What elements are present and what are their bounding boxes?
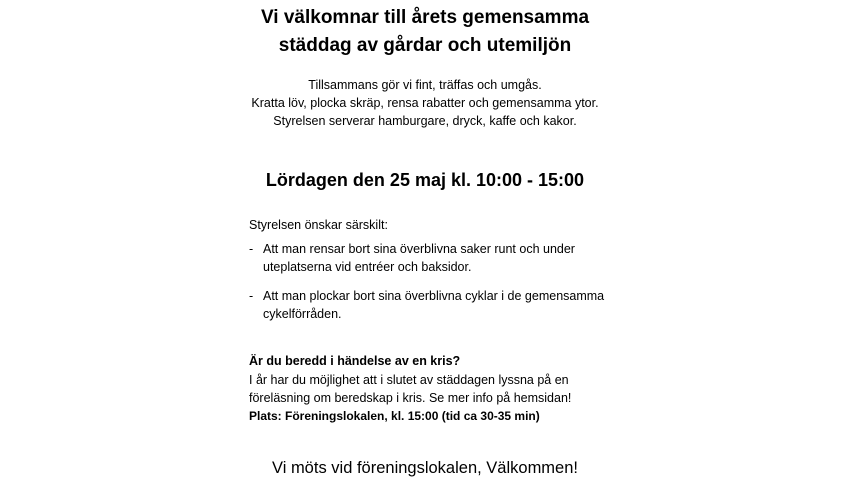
title-line-2: städdag av gårdar och utemiljön xyxy=(278,35,572,56)
wishes-heading: Styrelsen önskar särskilt: xyxy=(249,218,388,232)
crisis-heading: Är du beredd i händelse av en kris? xyxy=(249,354,461,368)
crisis-place: Plats: Föreningslokalen, kl. 15:00 (tid ca 30-35 min) xyxy=(249,409,540,423)
crisis-line-1: I år har du möjlighet att i slutet av städdagen lyssna på en xyxy=(249,373,569,387)
wish-item-1-line-1: Att man rensar bort sina överblivna saker runt och under xyxy=(263,242,575,256)
wish-item-2-line-2: cykelförråden. xyxy=(263,307,342,321)
crisis-line-2: föreläsning om beredskap i kris. Se mer info på hemsidan! xyxy=(249,391,572,405)
bullet-marker: - xyxy=(249,289,254,303)
wish-item-2-line-1: Att man plockar bort sina överblivna cyklar i de gemensamma xyxy=(263,289,605,303)
bullet-marker: - xyxy=(249,242,254,256)
wish-item-1-line-2: uteplatserna vid entréer och baksidor. xyxy=(263,260,472,274)
intro-line-3: Styrelsen serverar hamburgare, dryck, kaffe och kakor. xyxy=(273,114,577,128)
intro-line-1: Tillsammans gör vi fint, träffas och umgås. xyxy=(308,78,542,92)
closing-line: Vi möts vid föreningslokalen, Välkommen! xyxy=(271,459,578,477)
title-line-1: Vi välkomnar till årets gemensamma xyxy=(260,7,590,28)
intro-line-2: Kratta löv, plocka skräp, rensa rabatter och gemensamma ytor. xyxy=(251,96,599,110)
event-date: Lördagen den 25 maj kl. 10:00 - 15:00 xyxy=(265,170,585,190)
